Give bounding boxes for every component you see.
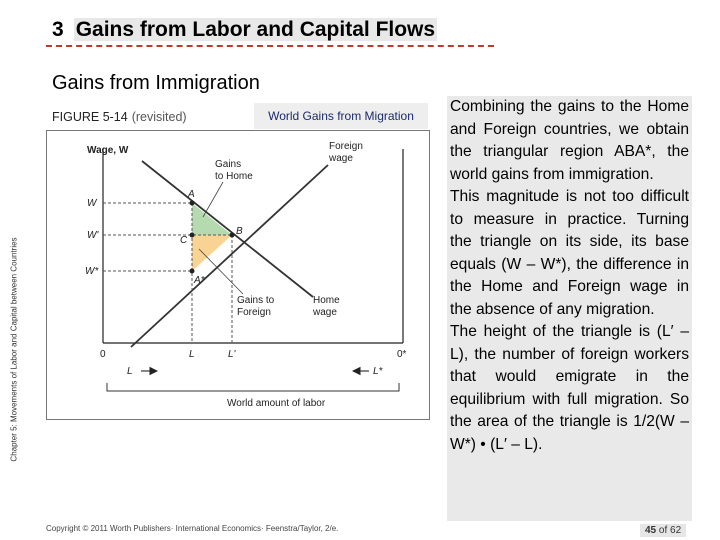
home-gain-triangle (192, 203, 232, 235)
gains-home-label-1: Gains (215, 159, 242, 170)
x-axis-label: World amount of labor (227, 398, 326, 409)
arrow-l-label: L (127, 366, 133, 377)
figure-revisited: (revisited) (131, 110, 187, 124)
x-tick-origin: 0 (100, 349, 106, 360)
point-a-star-label: A* (194, 275, 205, 286)
copyright-footer: Copyright © 2011 Worth Publishers· International Economics· Feenstra/Taylor, 2/e. (46, 524, 339, 533)
explanation-panel (447, 96, 692, 521)
figure-title: World Gains from Migration (254, 103, 428, 129)
home-wage-label-2: wage (313, 307, 337, 318)
y-tick-w-prime: W' (87, 230, 99, 241)
point-a-star-marker (190, 269, 195, 274)
page-total: of 62 (658, 525, 682, 536)
chapter-side-label: Chapter 5: Movements of Labor and Capital between Countries (9, 237, 19, 462)
slide-subtitle: Gains from Immigration (52, 72, 260, 94)
explanation-paragraph-2: This magnitude is not too difficult to measure in practice. Turning the triangle on its side, its base equals (W – W*), the difference in the Home and Foreign wage in the absence of any migration. (450, 188, 689, 318)
page-number (640, 524, 686, 537)
y-axis-label: Wage, W (87, 145, 129, 156)
y-tick-w-star: W* (85, 266, 99, 277)
point-c-marker (190, 233, 195, 238)
x-tick-l-prime: L' (228, 349, 236, 360)
figure-number: FIGURE 5-14 (52, 110, 128, 124)
gains-foreign-label-2: Foreign (237, 307, 271, 318)
foreign-wage-label-1: Foreign (329, 141, 363, 152)
x-tick-l: L (189, 349, 195, 360)
point-b-marker (230, 233, 235, 238)
x-tick-origin-star: 0* (397, 349, 407, 360)
gains-foreign-leader (199, 249, 243, 294)
gains-foreign-label-1: Gains to (237, 295, 275, 306)
gains-home-leader (203, 182, 223, 217)
point-c-label: C (180, 235, 188, 246)
page-current: 45 (645, 525, 657, 536)
y-tick-w: W (87, 198, 97, 209)
slide-heading (52, 18, 437, 42)
section-title: Gains from Labor and Capital Flows (75, 18, 436, 41)
explanation-paragraph-3: The height of the triangle is (L′ – L), the number of foreign workers that would emigrate in the equilibrium with full migration. So the area of the triangle is 1/2(W – W*) • (L′ – L). (450, 323, 689, 453)
home-wage-label-1: Home (313, 295, 340, 306)
figure-label (52, 110, 187, 124)
foreign-wage-label-2: wage (329, 153, 353, 164)
section-number: 3 (52, 18, 64, 41)
foreign-wage-curve (131, 165, 328, 347)
figure-panel (46, 130, 430, 420)
foreign-gain-triangle (192, 235, 232, 271)
point-a-label: A (188, 189, 195, 200)
gains-home-label-2: to Home (215, 171, 253, 182)
dashed-divider (46, 45, 494, 47)
arrow-l-star-label: L* (373, 366, 383, 377)
migration-diagram (47, 131, 429, 419)
world-labor-bracket (107, 383, 399, 391)
point-b-label: B (236, 226, 243, 237)
point-a-marker (190, 201, 195, 206)
explanation-paragraph-1: Combining the gains to the Home and Foreign countries, we obtain the triangular region ABA*, the world gains from immigration. (450, 98, 689, 183)
